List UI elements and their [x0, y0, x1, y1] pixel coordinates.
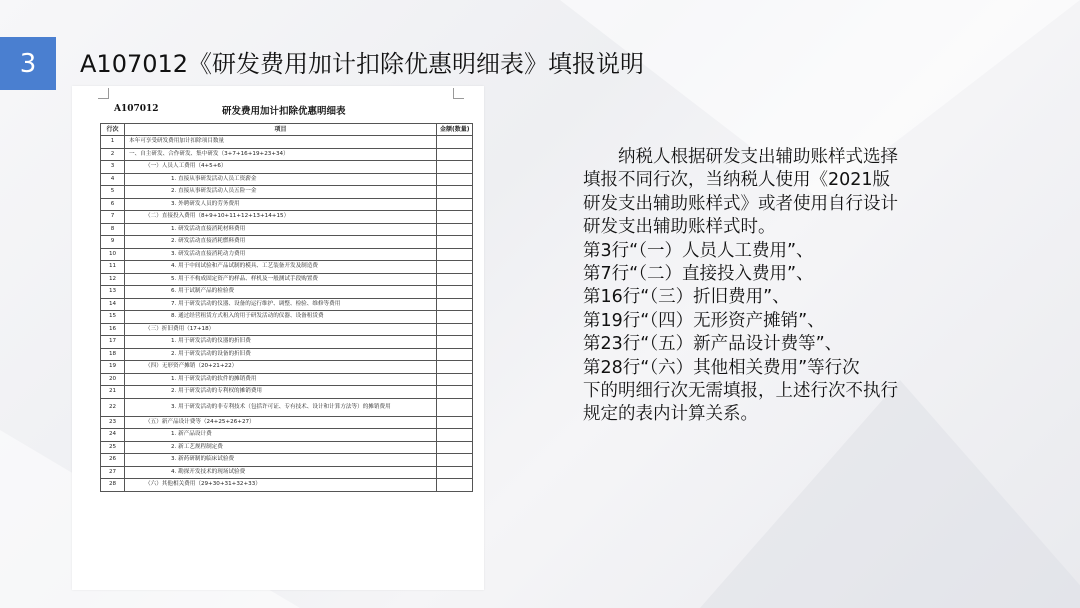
row-item: 3. 新药研制的临床试验费: [125, 454, 437, 467]
row-number: 19: [101, 361, 125, 374]
row-amount: [437, 454, 473, 467]
row-amount: [437, 361, 473, 374]
table-row: [101, 311, 473, 324]
row-number: 17: [101, 336, 125, 349]
explanation-text: [583, 146, 963, 427]
row-amount: [437, 298, 473, 311]
row-item: 8. 通过经营租赁方式租入的用于研发活动的仪器、设备租赁费: [125, 311, 437, 324]
table-row: [101, 441, 473, 454]
row-item: 3. 研发活动直接消耗动力费用: [125, 248, 437, 261]
row-amount: [437, 348, 473, 361]
row-amount: [437, 148, 473, 161]
row-amount: [437, 211, 473, 224]
row-amount: [437, 323, 473, 336]
table-row: [101, 211, 473, 224]
row-amount: [437, 466, 473, 479]
header-amount: 金额(数量): [437, 124, 473, 136]
row-item: 1. 研发活动直接消耗材料费用: [125, 223, 437, 236]
explanation-line: 下的明细行次无需填报，上述行次不执行: [583, 381, 898, 402]
row-number: 28: [101, 479, 125, 492]
row-number: 5: [101, 186, 125, 199]
explanation-line: 研发支出辅助账样式时。: [583, 217, 776, 238]
table-row: [101, 136, 473, 149]
crop-mark: [453, 88, 464, 99]
row-number: 27: [101, 466, 125, 479]
row-amount: [437, 311, 473, 324]
table-row: [101, 466, 473, 479]
explanation-line: 第3行“（一）人员人工费用”、: [583, 240, 814, 261]
explanation-line: 第7行“（二）直接投入费用”、: [583, 264, 814, 285]
row-number: 26: [101, 454, 125, 467]
row-number: 9: [101, 236, 125, 249]
row-number: 16: [101, 323, 125, 336]
row-amount: [437, 173, 473, 186]
row-item: （三）折旧费用（17+18）: [125, 323, 437, 336]
document-image: [72, 86, 484, 590]
row-amount: [437, 186, 473, 199]
row-number: 1: [101, 136, 125, 149]
row-item: 3. 外聘研发人员的劳务费用: [125, 198, 437, 211]
explanation-line: 第23行“（五）新产品设计费等”、: [583, 334, 843, 355]
table-row: [101, 386, 473, 399]
row-number: 21: [101, 386, 125, 399]
row-amount: [437, 398, 473, 416]
table-row: [101, 373, 473, 386]
row-item: 2. 新工艺规程制定费: [125, 441, 437, 454]
table-row: [101, 479, 473, 492]
row-amount: [437, 373, 473, 386]
row-number: 6: [101, 198, 125, 211]
form-title: 研发费用加计扣除优惠明细表: [222, 106, 346, 117]
row-item: （五）新产品设计费等（24+25+26+27）: [125, 416, 437, 429]
table-row: [101, 198, 473, 211]
row-amount: [437, 441, 473, 454]
explanation-line: 第16行“（三）折旧费用”、: [583, 287, 790, 308]
explanation-line: 填报不同行次，当纳税人使用《2021版: [583, 170, 891, 191]
row-amount: [437, 336, 473, 349]
row-item: 6. 用于试制产品的检验费: [125, 286, 437, 299]
row-item: 7. 用于研发活动的仪器、设备的运行维护、调整、检验、维修等费用: [125, 298, 437, 311]
row-number: 15: [101, 311, 125, 324]
table-header-row: [101, 124, 473, 136]
row-number: 14: [101, 298, 125, 311]
row-item: 一、自主研发、合作研发、集中研发（3+7+16+19+23+34）: [125, 148, 437, 161]
table-row: [101, 161, 473, 174]
row-item: （四）无形资产摊销（20+21+22）: [125, 361, 437, 374]
row-item: 2. 用于研发活动的专利权的摊销费用: [125, 386, 437, 399]
row-item: 2. 直接从事研发活动人员五险一金: [125, 186, 437, 199]
row-amount: [437, 386, 473, 399]
explanation-line: 研发支出辅助账样式》或者使用自行设计: [583, 193, 898, 214]
row-amount: [437, 416, 473, 429]
row-item: 4. 用于中间试验和产品试制的模具、工艺装备开发及制造费: [125, 261, 437, 274]
row-item: 2. 研发活动直接消耗燃料费用: [125, 236, 437, 249]
row-number: 23: [101, 416, 125, 429]
row-number: 8: [101, 223, 125, 236]
row-item: （二）直接投入费用（8+9+10+11+12+13+14+15）: [125, 211, 437, 224]
table-row: [101, 186, 473, 199]
row-number: 20: [101, 373, 125, 386]
row-number: 18: [101, 348, 125, 361]
table-row: [101, 223, 473, 236]
table-row: [101, 398, 473, 416]
table-row: [101, 148, 473, 161]
row-amount: [437, 248, 473, 261]
crop-mark: [98, 88, 109, 99]
table-row: [101, 173, 473, 186]
table-row: [101, 348, 473, 361]
table-row: [101, 454, 473, 467]
table-row: [101, 429, 473, 442]
table-row: [101, 336, 473, 349]
row-item: （六）其他相关费用（29+30+31+32+33）: [125, 479, 437, 492]
slide-title: A107012《研发费用加计扣除优惠明细表》填报说明: [80, 50, 645, 78]
row-amount: [437, 236, 473, 249]
row-number: 24: [101, 429, 125, 442]
row-number: 13: [101, 286, 125, 299]
row-item: 1. 用于研发活动的软件的摊销费用: [125, 373, 437, 386]
row-number: 12: [101, 273, 125, 286]
row-number: 4: [101, 173, 125, 186]
row-number: 7: [101, 211, 125, 224]
row-number: 25: [101, 441, 125, 454]
row-number: 10: [101, 248, 125, 261]
row-amount: [437, 286, 473, 299]
table-row: [101, 361, 473, 374]
row-amount: [437, 479, 473, 492]
row-number: 22: [101, 398, 125, 416]
row-item: 1. 用于研发活动的仪器的折旧费: [125, 336, 437, 349]
slide-number: 3: [19, 48, 37, 79]
table-row: [101, 286, 473, 299]
row-amount: [437, 223, 473, 236]
table-row: [101, 273, 473, 286]
row-item: 1. 新产品设计费: [125, 429, 437, 442]
deduction-table: [100, 123, 473, 492]
table-row: [101, 416, 473, 429]
slide-number-badge: [0, 37, 56, 90]
row-item: 1. 直接从事研发活动人员工资薪金: [125, 173, 437, 186]
header-row-no: 行次: [101, 124, 125, 136]
explanation-line: 第19行“（四）无形资产摊销”、: [583, 310, 825, 331]
explanation-line: 纳税人根据研发支出辅助账样式选择: [583, 147, 898, 167]
row-amount: [437, 198, 473, 211]
form-code: A107012: [114, 104, 159, 114]
row-item: 2. 用于研发活动的设备的折旧费: [125, 348, 437, 361]
row-item: （一）人员人工费用（4+5+6）: [125, 161, 437, 174]
row-amount: [437, 161, 473, 174]
row-number: 11: [101, 261, 125, 274]
explanation-line: 规定的表内计算关系。: [583, 404, 758, 425]
row-item: 5. 用于不构成固定资产的样品、样机及一般测试手段购置费: [125, 273, 437, 286]
row-amount: [437, 273, 473, 286]
table-row: [101, 236, 473, 249]
row-item: 3. 用于研发活动的非专利技术（包括许可证、专有技术、设计和计算方法等）的摊销费用: [125, 398, 437, 416]
row-item: 4. 勘探开发技术的现场试验费: [125, 466, 437, 479]
table-row: [101, 248, 473, 261]
row-item: 本年可享受研发费用加计扣除项目数量: [125, 136, 437, 149]
row-amount: [437, 429, 473, 442]
table-row: [101, 298, 473, 311]
row-amount: [437, 136, 473, 149]
table-row: [101, 261, 473, 274]
row-amount: [437, 261, 473, 274]
row-number: 2: [101, 148, 125, 161]
explanation-line: 第28行“（六）其他相关费用”等行次: [583, 357, 860, 378]
table-row: [101, 323, 473, 336]
header-item: 项目: [125, 124, 437, 136]
row-number: 3: [101, 161, 125, 174]
